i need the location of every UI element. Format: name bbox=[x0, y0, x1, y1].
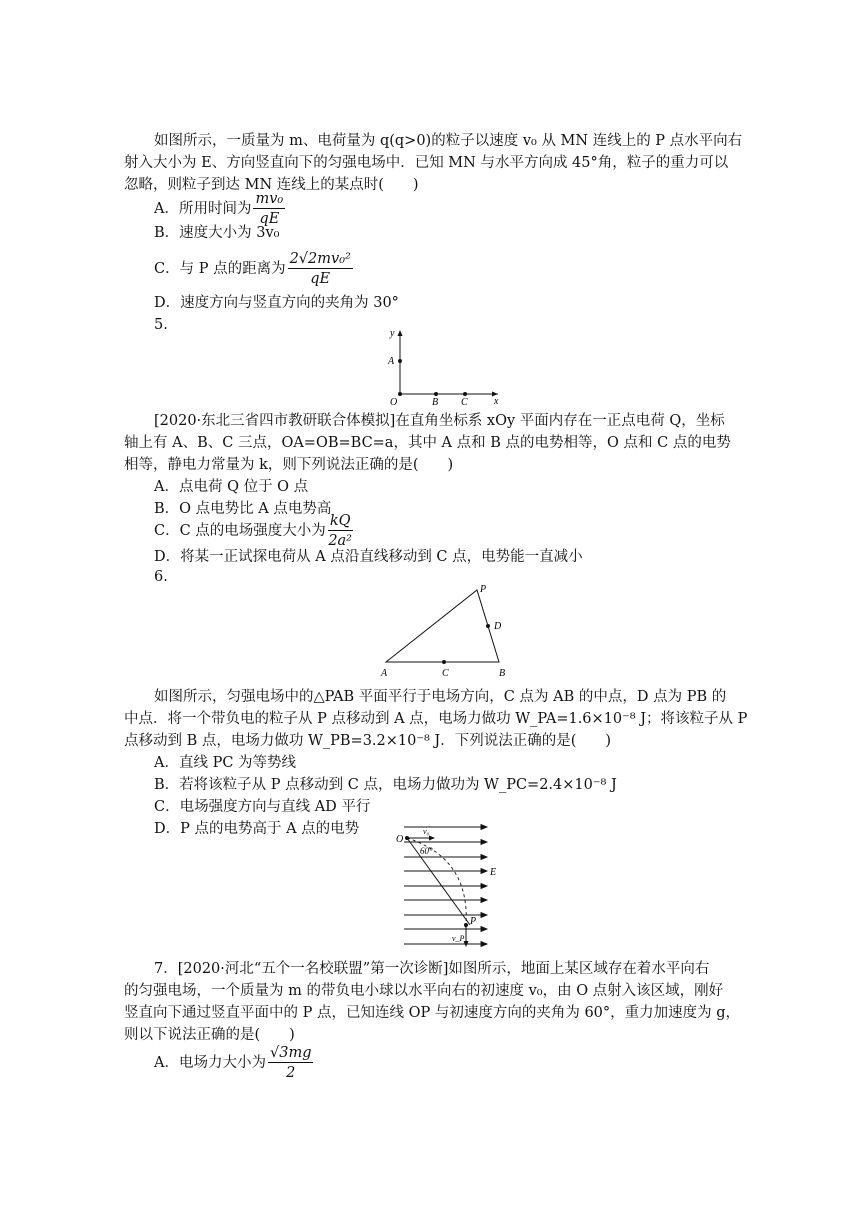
fraction-numerator: kQ bbox=[329, 512, 351, 529]
q6-option-b: B．若将该粒子从 P 点移动到 C 点，电场力做功为 W_PC=2.4×10⁻⁸ J bbox=[154, 777, 617, 793]
q6-option-c: C．电场强度方向与直线 AD 平行 bbox=[154, 799, 371, 815]
q4-option-c bbox=[154, 244, 355, 294]
point-o bbox=[398, 392, 402, 396]
q5-option-c-text: C．C 点的电场强度大小为 bbox=[154, 523, 326, 539]
point-o bbox=[405, 836, 409, 840]
label-x: x bbox=[494, 396, 499, 406]
label-a: A bbox=[381, 668, 388, 679]
label-b: B bbox=[499, 668, 506, 679]
fraction-numerator: mv₀ bbox=[255, 190, 284, 207]
fraction bbox=[268, 1044, 314, 1083]
label-vp: v_P bbox=[452, 934, 465, 943]
label-v0: v₀ bbox=[423, 827, 430, 836]
q5-option-b: B．O 点电势比 A 点电势高 bbox=[154, 501, 332, 517]
point-b bbox=[434, 392, 438, 396]
label-y: y bbox=[390, 328, 395, 339]
label-angle: 60° bbox=[420, 846, 433, 856]
label-c: C bbox=[461, 397, 468, 406]
q7-option-a bbox=[154, 1038, 315, 1088]
label-d: D bbox=[494, 621, 502, 632]
fraction-numerator: √3mg bbox=[269, 1044, 312, 1061]
point-c bbox=[463, 392, 467, 396]
label-p: P bbox=[480, 584, 487, 595]
q4-option-a-text: A．所用时间为 bbox=[154, 201, 252, 217]
label-c: C bbox=[442, 668, 449, 679]
q4-option-c-text: C．与 P 点的距离为 bbox=[154, 261, 286, 277]
q5-stem-line3: 相等，静电力常量为 k，则下列说法正确的是( ) bbox=[124, 457, 454, 473]
y-axis-arrow bbox=[398, 330, 403, 336]
point-a bbox=[398, 359, 402, 363]
q5-stem-line2: 轴上有 A、B、C 三点，OA=OB=BC=a，其中 A 点和 B 点的电势相等，O 点和 C 点的电势 bbox=[124, 435, 731, 451]
q6-triangle-figure bbox=[376, 582, 516, 682]
triangle-pab bbox=[386, 590, 499, 662]
q7-field-figure bbox=[392, 818, 500, 954]
q4-option-b: B．速度大小为 3v₀ bbox=[154, 225, 280, 241]
fraction-denominator: 2 bbox=[286, 1064, 296, 1081]
label-a: A bbox=[388, 356, 395, 367]
q7-stem-line2: 的匀强电场，一个质量为 m 的带负电小球以水平向右的初速度 v₀，由 O 点射入该区域，刚好 bbox=[124, 983, 724, 999]
point-c bbox=[442, 660, 446, 664]
q5-stem-line1: [2020·东北三省四市教研联合体模拟]在直角坐标系 xOy 平面内存在一正点电荷 Q，坐标 bbox=[154, 413, 725, 429]
label-o: O bbox=[396, 834, 404, 845]
q6-stem-line2: 中点．将一个带负电的粒子从 P 点移动到 A 点，电场力做功 W_PA=1.6×10⁻⁸ J；将该粒子从 P bbox=[124, 711, 748, 727]
fraction bbox=[328, 512, 353, 551]
q6-option-d: D．P 点的电势高于 A 点的电势 bbox=[154, 821, 360, 837]
point-p bbox=[464, 923, 468, 927]
label-b: B bbox=[432, 397, 439, 406]
point-d bbox=[486, 624, 490, 628]
field-lines bbox=[404, 825, 487, 947]
fraction-numerator: 2√2mv₀² bbox=[289, 250, 351, 267]
fraction-denominator: qE bbox=[310, 270, 331, 287]
q7-option-a-text: A．电场力大小为 bbox=[154, 1055, 266, 1071]
label-o: O bbox=[390, 397, 398, 406]
v0-arrowhead bbox=[429, 836, 435, 841]
q5-number: 5. bbox=[154, 317, 168, 333]
q6-option-a: A．直线 PC 为等势线 bbox=[154, 755, 297, 771]
fraction bbox=[288, 250, 353, 289]
q6-stem-line3: 点移动到 B 点，电场力做功 W_PB=3.2×10⁻⁸ J．下列说法正确的是( ) bbox=[124, 733, 612, 749]
q6-stem-line1: 如图所示，匀强电场中的△PAB 平面平行于电场方向，C 点为 AB 的中点，D 点为 PB 的 bbox=[154, 689, 727, 705]
q4-option-d: D．速度方向与竖直方向的夹角为 30° bbox=[154, 295, 399, 311]
q4-stem-line3: 忽略，则粒子到达 MN 连线上的某点时( ) bbox=[124, 177, 419, 193]
q7-stem-line1: 7．[2020·河北“五个一名校联盟”第一次诊断]如图所示，地面上某区域存在着水平向右 bbox=[154, 961, 710, 977]
q6-number: 6. bbox=[154, 569, 168, 585]
fraction-denominator: qE bbox=[259, 210, 280, 227]
q5-option-a: A．点电荷 Q 位于 O 点 bbox=[154, 479, 309, 495]
q4-stem-line1: 如图所示，一质量为 m、电荷量为 q(q>0)的粒子以速度 v₀ 从 MN 连线上的 P 点水平向右 bbox=[154, 133, 743, 149]
q4-stem-line2: 射入大小为 E、方向竖直向下的匀强电场中．已知 MN 与水平方向成 45°角，粒子的重力可以 bbox=[124, 155, 729, 171]
line-op bbox=[407, 838, 470, 925]
label-e: E bbox=[490, 867, 497, 878]
q5-coordinate-figure bbox=[386, 326, 506, 406]
q7-stem-line3: 竖直向下通过竖直平面中的 P 点，已知连线 OP 与初速度方向的夹角为 60°，重力加速度为 g， bbox=[124, 1005, 741, 1021]
q5-option-d: D．将某一正试探电荷从 A 点沿直线移动到 C 点，电势能一直减小 bbox=[154, 549, 583, 565]
label-p: P bbox=[470, 916, 477, 927]
fraction-denominator: 2a² bbox=[328, 532, 352, 549]
q7-stem-line4: 则以下说法正确的是( ) bbox=[124, 1027, 295, 1043]
